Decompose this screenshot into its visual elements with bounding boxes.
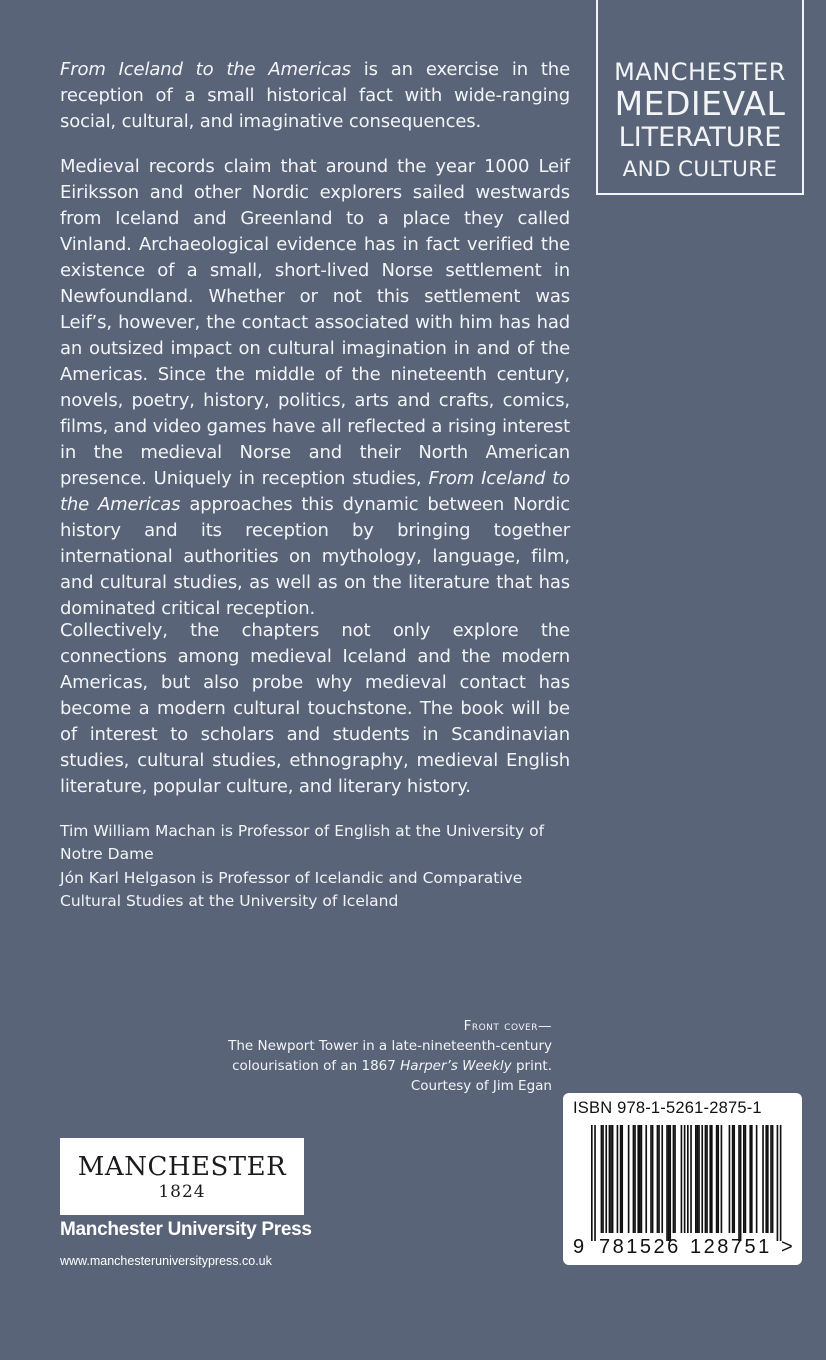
barcode-bar xyxy=(740,1125,742,1241)
barcode-bar xyxy=(668,1125,670,1241)
caption-line-2 xyxy=(192,1056,552,1076)
barcode-bar xyxy=(756,1125,758,1233)
barcode-bar xyxy=(770,1125,772,1233)
barcode-bar xyxy=(684,1125,686,1233)
barcode-bar xyxy=(633,1125,635,1233)
barcode-digits-right: 128751 xyxy=(690,1236,772,1258)
blurb-paragraph-1 xyxy=(60,57,570,135)
logo-year: 1824 xyxy=(158,1182,206,1202)
barcode-bar xyxy=(777,1125,779,1241)
cover-caption xyxy=(192,1016,552,1096)
barcode-bar xyxy=(687,1125,689,1233)
isbn-label: ISBN 978-1-5261-2875-1 xyxy=(573,1099,762,1117)
barcode-bar xyxy=(706,1125,708,1233)
publisher-logo xyxy=(60,1138,304,1215)
caption-heading: Front cover— xyxy=(463,1018,552,1034)
barcode-bar xyxy=(673,1125,675,1233)
magazine-title: Harper’s Weekly xyxy=(400,1058,512,1074)
blurb-text: approaches this dynamic between Nordic history and its reception by bringing together international authorities on mythology, language, film, and cultural studies, as well as on the literature that has dominated critical reception. xyxy=(60,494,570,619)
barcode-bar xyxy=(749,1125,751,1233)
caption-text: colourisation of an 1867 xyxy=(232,1058,401,1074)
barcode-bar xyxy=(762,1125,764,1233)
logo-name: MANCHESTER xyxy=(77,1152,287,1182)
barcode-bar xyxy=(609,1125,611,1233)
barcode-bar xyxy=(617,1125,619,1233)
barcode-bar xyxy=(601,1125,603,1233)
barcode-bar xyxy=(729,1125,731,1233)
barcode-bar xyxy=(620,1125,622,1233)
barcode-bar xyxy=(639,1125,641,1233)
barcode-bar xyxy=(738,1125,740,1241)
barcode-bar xyxy=(697,1125,699,1233)
series-line-3: LITERATURE xyxy=(618,122,782,153)
series-title-box xyxy=(596,0,804,195)
barcode-bar xyxy=(674,1125,676,1233)
barcode-bar xyxy=(743,1125,745,1233)
blurb-paragraph-2 xyxy=(60,154,570,622)
barcode-bar xyxy=(669,1125,671,1241)
barcode-bar xyxy=(721,1125,723,1233)
barcode-bar xyxy=(645,1125,647,1233)
barcode-bar xyxy=(612,1125,614,1233)
barcode-bar xyxy=(690,1125,692,1233)
publisher-website[interactable]: www.manchesteruniversitypress.co.uk xyxy=(60,1254,272,1268)
barcode-bar xyxy=(767,1125,769,1233)
barcode-digits xyxy=(563,1236,802,1260)
barcode-bar xyxy=(628,1125,630,1233)
barcode-bar xyxy=(637,1125,639,1233)
barcode-bar xyxy=(701,1125,703,1233)
barcode-bar xyxy=(772,1125,774,1233)
caption-text: print. xyxy=(511,1058,552,1074)
series-line-2: MEDIEVAL xyxy=(614,84,786,123)
barcode-bar xyxy=(698,1125,700,1233)
barcode-bar xyxy=(732,1125,734,1233)
barcode-bar xyxy=(733,1125,735,1233)
barcode-bar xyxy=(666,1125,668,1241)
caption-line-1: The Newport Tower in a late-nineteenth-century xyxy=(228,1038,552,1054)
book-title: From Iceland to the Americas xyxy=(60,59,351,80)
barcode-bar xyxy=(610,1125,612,1233)
barcode-bar xyxy=(695,1125,697,1233)
barcode-bar xyxy=(661,1125,663,1233)
barcode-bar xyxy=(716,1125,718,1233)
barcode-bar xyxy=(709,1125,711,1233)
editor-bio-1: Tim William Machan is Professor of English at the University of Notre Dame xyxy=(60,822,545,863)
blurb-text: is an exercise in the reception of a small historical fact with wide-ranging social, cultural, and imaginative consequences. xyxy=(60,59,570,132)
barcode-bar xyxy=(657,1125,659,1233)
barcode-bar xyxy=(717,1125,719,1233)
barcode-bar xyxy=(745,1125,747,1233)
blurb-paragraph-3: Collectively, the chapters not only explore the connections among medieval Iceland and the modern Americas, but also probe why medieval contact has become a modern cultural touchstone. The book will be of interest to scholars and students in Scandinavian studies, cultural studies, ethnography, medieval English literature, popular culture, and literary history. xyxy=(60,620,570,797)
barcode-digit-first: 9 xyxy=(573,1236,585,1258)
series-line-4: AND CULTURE xyxy=(622,157,778,182)
press-name: Manchester University Press xyxy=(60,1219,312,1240)
barcode-bar xyxy=(711,1125,713,1233)
caption-line-3: Courtesy of Jim Egan xyxy=(410,1078,552,1094)
barcode-bar xyxy=(594,1125,596,1241)
barcode-bar xyxy=(658,1125,660,1233)
barcode-bar xyxy=(605,1125,607,1233)
blurb-text: Medieval records claim that around the year 1000 Leif Eiriksson and other Nordic explorers sailed westwards from Iceland and Greenland to a place they called Vinland. Archaeological evidence has in fact verified the existence of a small, short-lived Norse settlement in Newfoundland. Whether or not this settlement was Leif’s, however, the contact associated with him has had an outsized impact on cultural imagination in and of the Americas. Since the middle of the nineteenth century, novels, poetry, history, politics, arts and crafts, comics, films, and video games have all reflected a rising interest in the medieval Norse and their North American presence. Uniquely in reception studies, xyxy=(60,156,570,489)
book-title: From Iceland to the Americas xyxy=(60,468,570,515)
barcode-bar xyxy=(621,1125,623,1233)
barcode-bar xyxy=(681,1125,683,1233)
barcode-quiet-mark: > xyxy=(781,1236,793,1258)
barcode-bar xyxy=(765,1125,767,1233)
series-line-1: MANCHESTER xyxy=(614,58,786,86)
barcode-bar xyxy=(602,1125,604,1233)
barcode-bar xyxy=(650,1125,652,1233)
barcode-bar xyxy=(641,1125,643,1233)
barcode-digits-left: 781526 xyxy=(599,1236,681,1258)
barcode-bar xyxy=(634,1125,636,1233)
barcode-bar xyxy=(751,1125,753,1233)
barcode-bar xyxy=(591,1125,593,1241)
editor-bio-2: Jón Karl Helgason is Professor of Icelandic and Comparative Cultural Studies at the University of Iceland xyxy=(60,869,523,910)
isbn-barcode xyxy=(563,1093,802,1265)
barcode-bar xyxy=(780,1125,782,1241)
barcode-bar xyxy=(652,1125,654,1233)
barcode-bar xyxy=(705,1125,707,1233)
